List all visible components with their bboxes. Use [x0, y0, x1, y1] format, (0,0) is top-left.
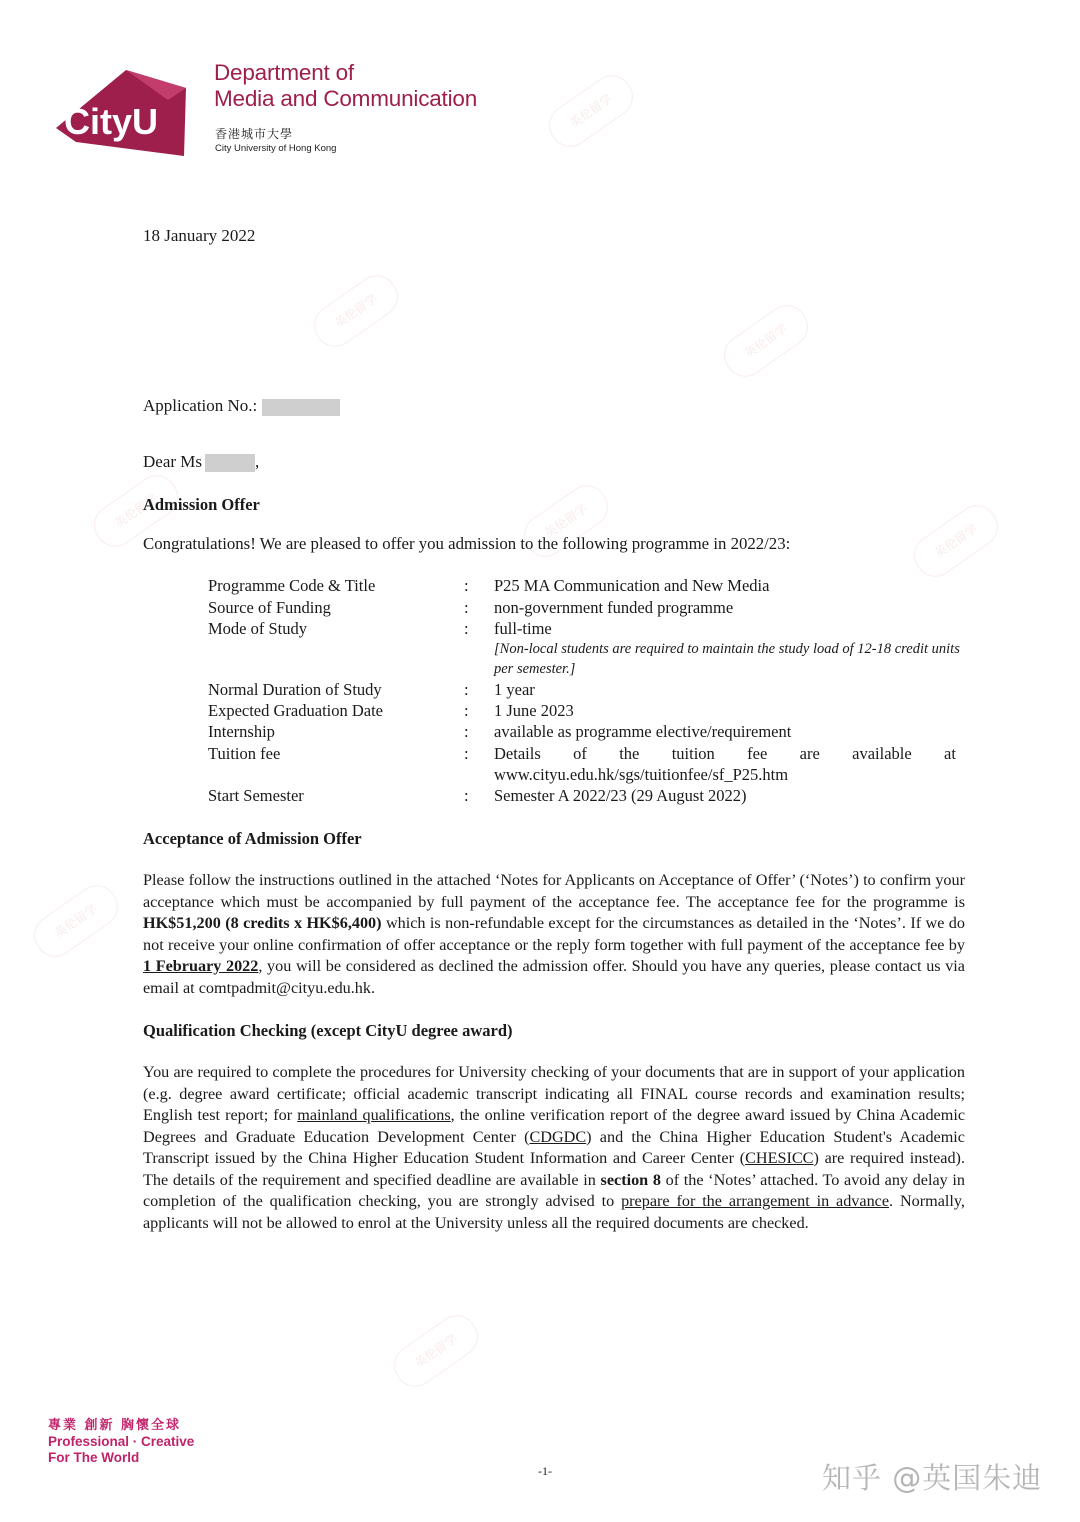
section-reference: section 8: [600, 1170, 661, 1189]
row-colon: :: [464, 722, 469, 741]
acceptance-text: , you will be considered as declined the admission offer. Should you have any queries, please contact us via email at comtpadmit@cityu.edu.hk.: [143, 957, 965, 997]
tuition-fee-url: www.cityu.edu.hk/sgs/tuitionfee/sf_P25.htm: [494, 765, 789, 784]
application-number-label: Application No.:: [143, 396, 258, 415]
application-number: [143, 396, 340, 416]
row-label: Expected Graduation Date: [208, 701, 384, 720]
university-motto: [48, 1418, 194, 1466]
mode-of-study-note: [Non-local students are required to maintain the study load of 12-18 credit units per semester.]: [494, 641, 960, 677]
salutation-suffix: ,: [255, 452, 260, 471]
tuition-word: of: [573, 744, 587, 763]
row-label: Start Semester: [208, 786, 304, 805]
row-label: Programme Code & Title: [208, 576, 376, 595]
department-line-2: Media and Communication: [214, 86, 478, 111]
page-number: -1-: [538, 1464, 552, 1478]
cityu-logo: [56, 70, 186, 156]
qualification-text: of the ‘Notes’ attached. To avoid any delay in completion of the qualification checking, you are strongly advised to: [143, 1170, 965, 1210]
watermark-stamp: 英伦留学: [541, 67, 640, 154]
watermark-stamp: 英伦留学: [306, 267, 405, 354]
qualification-text: You are required to complete the procedures for University checking of your documents that are in support of your application (e.g. degree award certificate; official academic transcript indicating all FINAL course records and examination results; English test report; for: [143, 1063, 965, 1124]
salutation-prefix: Dear Ms: [143, 452, 203, 471]
row-label: Tuition fee: [208, 744, 281, 763]
qualification-text: . Normally, applicants will not be allowed to enrol at the University unless all the required documents are checked.: [143, 1192, 965, 1232]
row-colon: :: [464, 680, 469, 699]
department-name: [214, 60, 477, 112]
row-colon: :: [464, 701, 469, 720]
tuition-word: tuition: [671, 744, 715, 763]
row-label: Mode of Study: [208, 619, 307, 638]
motto-cn: 專業 創新 胸懷全球: [48, 1418, 182, 1433]
motto-en-line-1: Professional · Creative: [48, 1434, 195, 1449]
qualification-text: ) are required instead). The details of the requirement and specified deadline are available in: [143, 1149, 965, 1189]
watermark-stamp: 英伦留学: [386, 1307, 485, 1394]
row-value: 1 June 2023: [494, 701, 574, 720]
motto-en-line-2: For The World: [48, 1450, 140, 1465]
watermark-stamp: 英伦留学: [516, 477, 615, 564]
row-label: Internship: [208, 722, 275, 741]
university-name-cn: 香港城市大學: [215, 127, 294, 141]
tuition-word: fee: [747, 744, 768, 763]
acceptance-text: which is non-refundable except for the circumstances as detailed in the ‘Notes’. If we do not receive your online confirmation of offer acceptance or the reply form together with full payment of the acceptance fee by: [143, 914, 965, 954]
row-value: Semester A 2022/23 (29 August 2022): [494, 786, 747, 805]
row-value: P25 MA Communication and New Media: [494, 576, 770, 595]
row-colon: :: [464, 744, 469, 763]
qualification-heading: Qualification Checking (except CityU degree award): [143, 1021, 513, 1040]
tuition-word: available: [852, 744, 912, 763]
acceptance-fee: HK$51,200 (8 credits x HK$6,400): [143, 914, 382, 932]
qualification-paragraph: [143, 1062, 965, 1234]
letter-date: 18 January 2022: [143, 226, 256, 245]
logo-text: CityU: [64, 101, 159, 142]
redacted-application-number: [262, 399, 340, 416]
row-colon: :: [464, 598, 469, 617]
mainland-qualifications: mainland qualifications: [297, 1106, 451, 1124]
prepare-in-advance: prepare for the arrangement in advance: [621, 1192, 890, 1210]
watermark-stamp: 英伦留学: [716, 297, 815, 384]
watermark-stamp: 英伦留学: [86, 467, 185, 554]
tuition-word: Details: [494, 744, 541, 763]
qualification-text: , the online verification report of the degree award issued by China Academic Degrees and Graduate Education Development Center (: [143, 1106, 966, 1146]
university-name-en: City University of Hong Kong: [215, 143, 337, 154]
row-value: 1 year: [494, 680, 535, 699]
acceptance-deadline: 1 February 2022: [143, 957, 259, 975]
department-line-1: Department of: [214, 60, 354, 85]
row-colon: :: [464, 786, 469, 805]
admission-offer-heading: Admission Offer: [143, 495, 260, 514]
zhihu-watermark: 知乎 @英国朱迪: [822, 1461, 1043, 1495]
row-label: Normal Duration of Study: [208, 680, 382, 699]
acceptance-text: Please follow the instructions outlined in the attached ‘Notes for Applicants on Acceptance of Offer’ (‘Notes’) to confirm your acceptance which must be accompanied by full payment of the acceptance fee. The acceptance fee for the programme is: [143, 871, 965, 911]
cdgdc-abbr: CDGDC: [529, 1127, 587, 1146]
congratulations-text: Congratulations! We are pleased to offer you admission to the following programme in 2022/23:: [143, 534, 791, 553]
row-label: Source of Funding: [208, 598, 331, 617]
acceptance-paragraph: [143, 870, 965, 999]
salutation: [143, 452, 259, 472]
watermark-stamp: 英伦留学: [26, 877, 125, 964]
acceptance-heading: Acceptance of Admission Offer: [143, 829, 362, 848]
row-value: non-government funded programme: [494, 598, 734, 617]
tuition-fee-value: [494, 743, 956, 764]
row-value: full-time: [494, 619, 552, 638]
row-colon: :: [464, 619, 469, 638]
chesicc-abbr: CHESICC: [745, 1149, 814, 1167]
redacted-name: [205, 454, 255, 472]
tuition-word: at: [944, 744, 956, 763]
watermark-stamp: 英伦留学: [906, 497, 1005, 584]
row-colon: :: [464, 576, 469, 595]
row-value: available as programme elective/requirement: [494, 722, 792, 741]
tuition-word: are: [799, 744, 820, 763]
qualification-text: ) and the China Higher Education Student's Academic Transcript issued by the China Higher Education Student Information and Career Center (: [143, 1127, 965, 1167]
tuition-word: the: [619, 744, 640, 763]
